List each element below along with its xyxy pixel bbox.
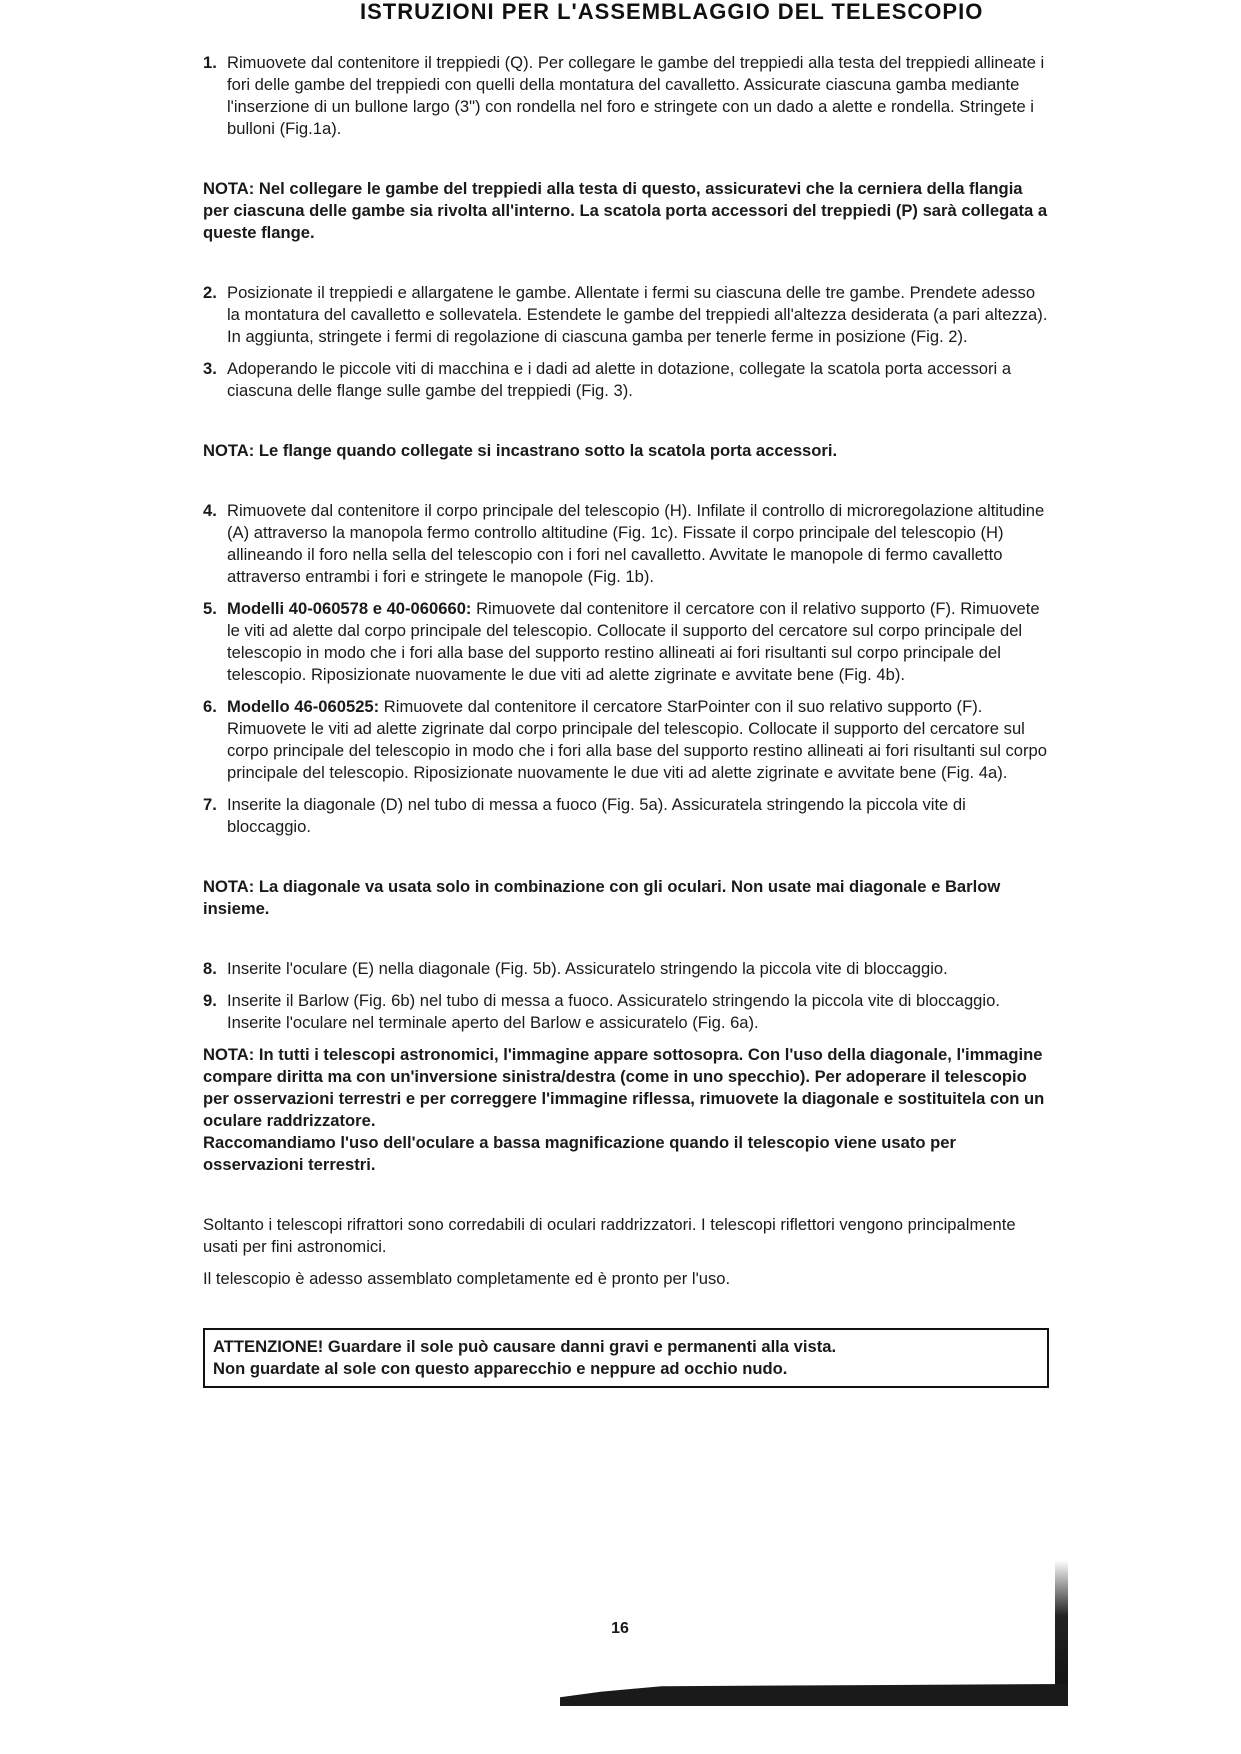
step-text: Posizionate il treppiedi e allargatene le gambe. Allentate i fermi su ciascuna delle tre gambe. Prendete adesso la montatura del cavalletto e sollevatela. Estendete le gambe del treppiedi all'altezza desiderata (a pari altezza). In aggiunta, stringete i fermi di regolazione di ciascuna gamba per tenerle ferme in posizione (Fig. 2). bbox=[227, 283, 1048, 346]
step-9 bbox=[203, 990, 1049, 1034]
step-8 bbox=[203, 958, 1049, 980]
step-text: Inserite la diagonale (D) nel tubo di messa a fuoco (Fig. 5a). Assicuratela stringendo la piccola vite di bloccaggio. bbox=[227, 795, 966, 836]
step-number: 1. bbox=[203, 53, 217, 72]
scan-edge-shadow bbox=[1055, 1560, 1068, 1700]
step-number: 6. bbox=[203, 697, 217, 716]
warning-line-1: ATTENZIONE! Guardare il sole può causare danni gravi e permanenti alla vista. bbox=[213, 1337, 837, 1356]
note-flangia: NOTA: Nel collegare le gambe del treppiedi alla testa di questo, assicuratevi che la cerniera della flangia per ciascuna delle gambe sia rivolta all'interno. La scatola porta accessori del treppiedi (P) sarà collegata a queste flange. bbox=[203, 179, 1048, 242]
warning-box bbox=[203, 1328, 1049, 1388]
paragraph-assemblato: Il telescopio è adesso assemblato completamente ed è pronto per l'uso. bbox=[203, 1269, 731, 1288]
step-1 bbox=[203, 52, 1049, 140]
right-margin bbox=[1068, 0, 1241, 1754]
step-7 bbox=[203, 794, 1049, 838]
step-body: Rimuovete dal contenitore il cercatore con il relativo supporto (F). Rimuovete le viti ad alette dal corpo principale del telescopio. Collocate il supporto del cercatore sul corpo principale del telescopio in modo che i fori alla base del supporto restino allineati ai fori risultanti sul corpo principale del telescopio. Riposizionate nuovamente le due viti ad alette zigrinate e avvitate bene (Fig. 4b). bbox=[227, 599, 1040, 684]
step-text bbox=[227, 696, 1049, 784]
step-body: Rimuovete dal contenitore il cercatore StarPointer con il suo relativo supporto (F). Rimuovete le viti ad alette zigrinate dal corpo principale del telescopio. Collocate il supporto del cercatore sul corpo principale del telescopio in modo che i fori alla base del supporto restino allineati ai fori risultanti sul corpo principale del telescopio. Riposizionate nuovamente le due viti ad alette zigrinate e avvitate bene (Fig. 4a). bbox=[227, 697, 1047, 782]
step-6 bbox=[203, 696, 1049, 784]
note-diagonale: NOTA: La diagonale va usata solo in combinazione con gli oculari. Non usate mai diagonale e Barlow insieme. bbox=[203, 877, 1001, 918]
step-number: 8. bbox=[203, 959, 217, 978]
step-number: 2. bbox=[203, 283, 217, 302]
step-text: Inserite il Barlow (Fig. 6b) nel tubo di messa a fuoco. Assicuratelo stringendo la piccola vite di bloccaggio. Inserite l'oculare nel terminale aperto del Barlow e assicuratelo (Fig. 6a). bbox=[227, 991, 1000, 1032]
paragraph-rifrattori: Soltanto i telescopi rifrattori sono corredabili di oculari raddrizzatori. I telescopi riflettori vengono principalmente usati per fini astronomici. bbox=[203, 1215, 1016, 1256]
step-text bbox=[227, 598, 1049, 686]
step-number: 9. bbox=[203, 991, 217, 1010]
header-fragment: ISTRUZIONI PER L'ASSEMBLAGGIO DEL TELESCOPIO bbox=[360, 0, 984, 21]
step-text: Rimuovete dal contenitore il treppiedi (Q). Per collegare le gambe del treppiedi alla testa del treppiedi allineate i fori delle gambe del treppiedi con quelli della montatura del cavalletto. Assicurate ciascuna gamba mediante l'inserzione di un bullone largo (3") con rondella nel foro e stringete con un dado a alette e rondella. Stringete i bulloni (Fig.1a). bbox=[227, 53, 1045, 138]
scan-bottom-shadow bbox=[560, 1684, 1068, 1706]
warning-line-2: Non guardate al sole con questo apparecchio e neppure ad occhio nudo. bbox=[213, 1359, 788, 1378]
note-raccomandazione: Raccomandiamo l'uso dell'oculare a bassa magnificazione quando il telescopio viene usato per osservazioni terrestri. bbox=[203, 1133, 956, 1174]
model-label: Modelli 40-060578 e 40-060660: bbox=[227, 599, 472, 618]
step-number: 3. bbox=[203, 359, 217, 378]
step-text: Inserite l'oculare (E) nella diagonale (Fig. 5b). Assicuratelo stringendo la piccola vite di bloccaggio. bbox=[227, 959, 948, 978]
note-immagine: NOTA: In tutti i telescopi astronomici, l'immagine appare sottosopra. Con l'uso della diagonale, l'immagine compare diritta ma con un'inversione sinistra/destra (come in uno specchio). Per adoperare il telescopio per osservazioni terrestri e per correggere l'immagine riflessa, rimuovete la diagonale e sostituitela con un oculare raddrizzatore. bbox=[203, 1045, 1045, 1130]
step-3 bbox=[203, 358, 1049, 402]
note-flange: NOTA: Le flange quando collegate si incastrano sotto la scatola porta accessori. bbox=[203, 441, 838, 460]
step-number: 4. bbox=[203, 501, 217, 520]
step-number: 5. bbox=[203, 599, 217, 618]
step-number: 7. bbox=[203, 795, 217, 814]
step-text: Rimuovete dal contenitore il corpo principale del telescopio (H). Infilate il controllo di microregolazione altitudine (A) attraverso la manopola fermo controllo altitudine (Fig. 1c). Fissate il corpo principale del telescopio (H) allineando il foro nella sella del telescopio con i fori nel cavalletto. Avvitate le manopole di fermo cavalletto attraverso entrambi i fori e stringete le manopole (Fig. 1b). bbox=[227, 501, 1045, 586]
step-4 bbox=[203, 500, 1049, 588]
model-label: Modello 46-060525: bbox=[227, 697, 380, 716]
page-content bbox=[203, 52, 1049, 1388]
page-number: 16 bbox=[611, 1620, 629, 1637]
step-2 bbox=[203, 282, 1049, 348]
step-5 bbox=[203, 598, 1049, 686]
step-text: Adoperando le piccole viti di macchina e i dadi ad alette in dotazione, collegate la scatola porta accessori a ciascuna delle flange sulle gambe del treppiedi (Fig. 3). bbox=[227, 359, 1012, 400]
